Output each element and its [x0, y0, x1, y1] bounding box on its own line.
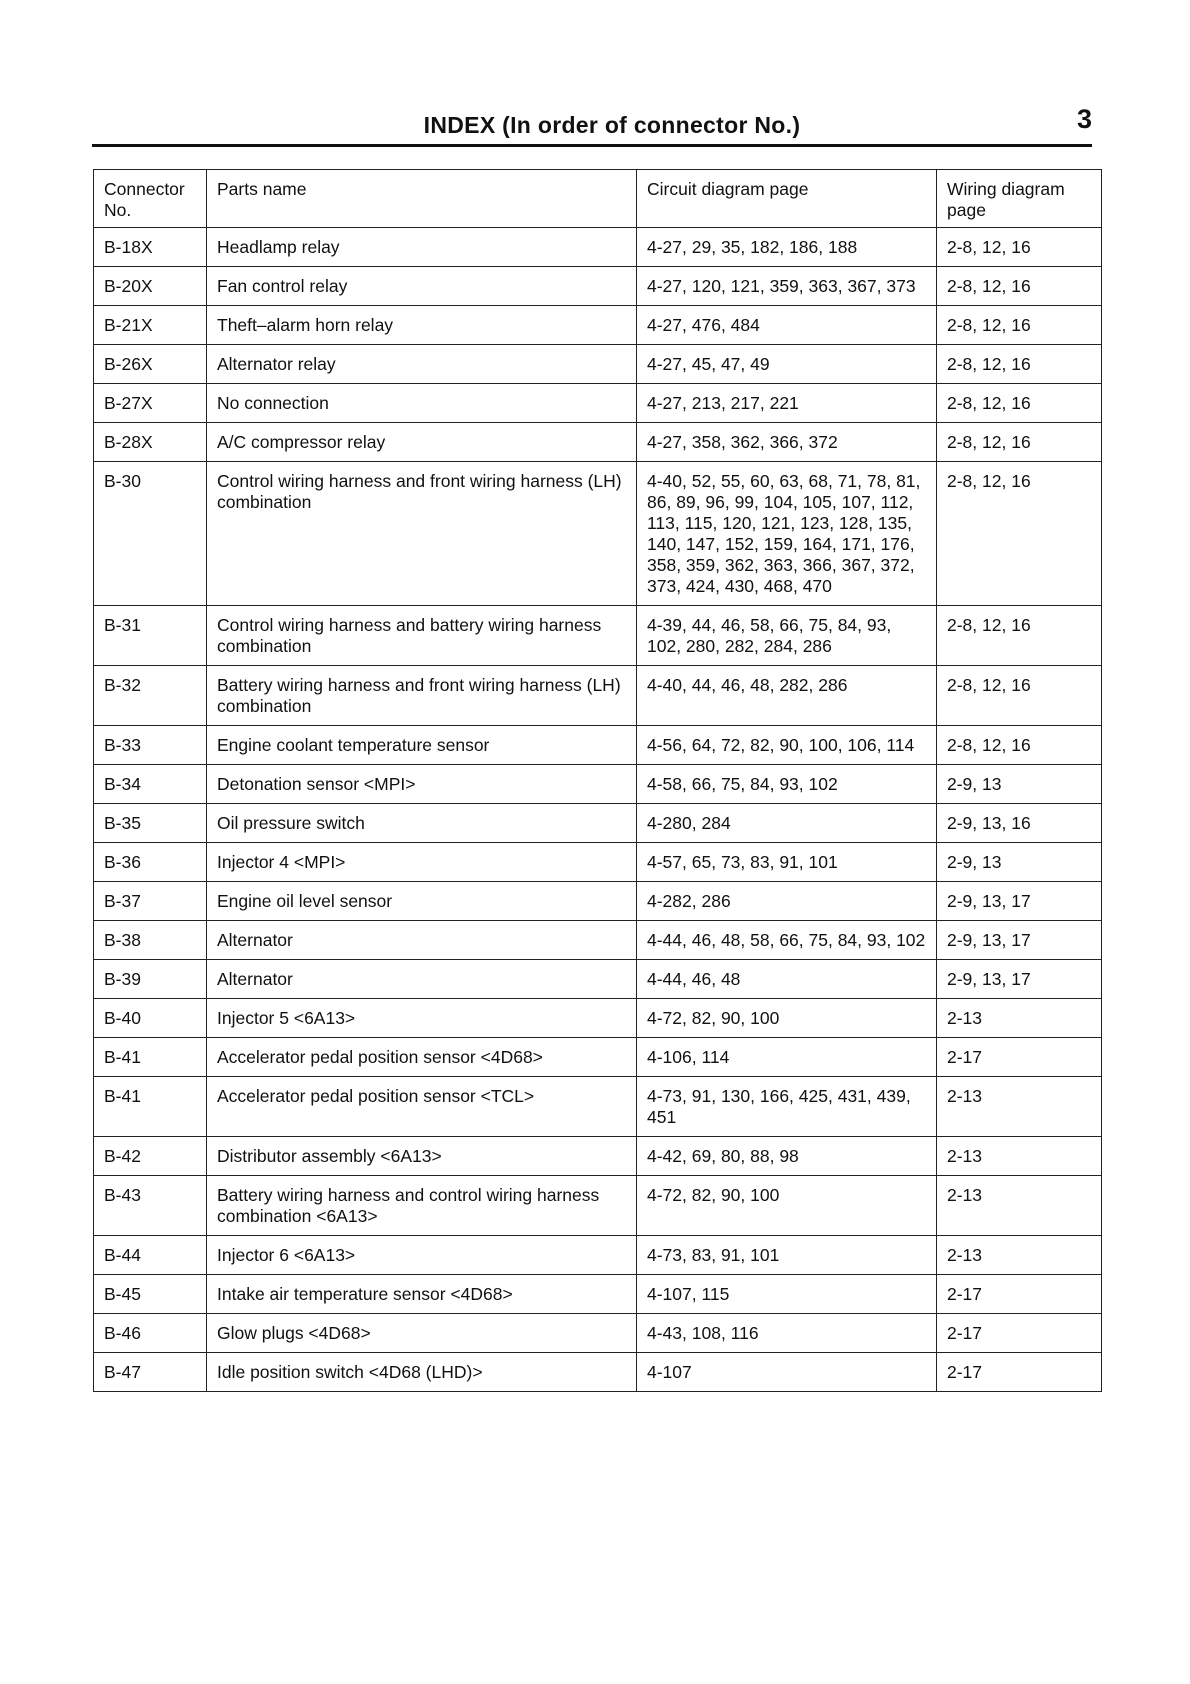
cell-circuit-diagram-page: 4-282, 286: [637, 882, 937, 921]
cell-connector-no: B-37: [94, 882, 207, 921]
cell-wiring-diagram-page: 2-8, 12, 16: [937, 384, 1102, 423]
cell-parts-name: Alternator: [207, 960, 637, 999]
cell-connector-no: B-34: [94, 765, 207, 804]
table-row: [94, 1275, 1102, 1314]
header-rule: [92, 144, 1092, 147]
cell-wiring-diagram-page: 2-8, 12, 16: [937, 228, 1102, 267]
cell-circuit-diagram-page: 4-27, 358, 362, 366, 372: [637, 423, 937, 462]
table-row: [94, 1314, 1102, 1353]
table-row: [94, 228, 1102, 267]
cell-circuit-diagram-page: 4-72, 82, 90, 100: [637, 999, 937, 1038]
cell-connector-no: B-20X: [94, 267, 207, 306]
cell-circuit-diagram-page: 4-280, 284: [637, 804, 937, 843]
cell-wiring-diagram-page: 2-13: [937, 1137, 1102, 1176]
cell-parts-name: Oil pressure switch: [207, 804, 637, 843]
cell-circuit-diagram-page: 4-27, 29, 35, 182, 186, 188: [637, 228, 937, 267]
table-row: [94, 765, 1102, 804]
table-header-row: [94, 170, 1102, 228]
cell-wiring-diagram-page: 2-17: [937, 1038, 1102, 1077]
cell-connector-no: B-27X: [94, 384, 207, 423]
table-row: [94, 804, 1102, 843]
header-circuit-diagram-page: Circuit diagram page: [637, 170, 937, 228]
cell-wiring-diagram-page: 2-8, 12, 16: [937, 666, 1102, 726]
cell-parts-name: Control wiring harness and front wiring harness (LH) combination: [207, 462, 637, 606]
cell-connector-no: B-43: [94, 1176, 207, 1236]
cell-connector-no: B-26X: [94, 345, 207, 384]
cell-parts-name: Battery wiring harness and control wiring harness combination <6A13>: [207, 1176, 637, 1236]
cell-connector-no: B-31: [94, 606, 207, 666]
cell-circuit-diagram-page: 4-107: [637, 1353, 937, 1392]
table-row: [94, 843, 1102, 882]
cell-wiring-diagram-page: 2-17: [937, 1275, 1102, 1314]
header-wiring-diagram-page: Wiring diagram page: [937, 170, 1102, 228]
cell-circuit-diagram-page: 4-106, 114: [637, 1038, 937, 1077]
table-row: [94, 423, 1102, 462]
cell-connector-no: B-18X: [94, 228, 207, 267]
cell-wiring-diagram-page: 2-13: [937, 999, 1102, 1038]
cell-circuit-diagram-page: 4-44, 46, 48, 58, 66, 75, 84, 93, 102: [637, 921, 937, 960]
cell-parts-name: Alternator relay: [207, 345, 637, 384]
table-row: [94, 1236, 1102, 1275]
cell-wiring-diagram-page: 2-13: [937, 1236, 1102, 1275]
cell-parts-name: Control wiring harness and battery wiring harness combination: [207, 606, 637, 666]
cell-circuit-diagram-page: 4-27, 476, 484: [637, 306, 937, 345]
cell-wiring-diagram-page: 2-9, 13: [937, 765, 1102, 804]
table-row: [94, 1137, 1102, 1176]
table-row: [94, 1077, 1102, 1137]
page-number: 3: [1076, 104, 1092, 134]
cell-circuit-diagram-page: 4-73, 91, 130, 166, 425, 431, 439, 451: [637, 1077, 937, 1137]
header-connector-no: Connector No.: [94, 170, 207, 228]
cell-circuit-diagram-page: 4-72, 82, 90, 100: [637, 1176, 937, 1236]
cell-wiring-diagram-page: 2-9, 13, 17: [937, 960, 1102, 999]
cell-parts-name: Headlamp relay: [207, 228, 637, 267]
cell-parts-name: Engine oil level sensor: [207, 882, 637, 921]
table-row: [94, 1353, 1102, 1392]
cell-circuit-diagram-page: 4-44, 46, 48: [637, 960, 937, 999]
cell-circuit-diagram-page: 4-43, 108, 116: [637, 1314, 937, 1353]
cell-wiring-diagram-page: 2-9, 13, 16: [937, 804, 1102, 843]
cell-parts-name: Glow plugs <4D68>: [207, 1314, 637, 1353]
cell-parts-name: Injector 6 <6A13>: [207, 1236, 637, 1275]
table-row: [94, 726, 1102, 765]
cell-wiring-diagram-page: 2-8, 12, 16: [937, 345, 1102, 384]
cell-connector-no: B-42: [94, 1137, 207, 1176]
cell-connector-no: B-45: [94, 1275, 207, 1314]
table-row: [94, 606, 1102, 666]
table-row: [94, 462, 1102, 606]
cell-connector-no: B-47: [94, 1353, 207, 1392]
table-body: [94, 228, 1102, 1392]
table-row: [94, 1176, 1102, 1236]
cell-parts-name: Detonation sensor <MPI>: [207, 765, 637, 804]
cell-parts-name: Battery wiring harness and front wiring harness (LH) combination: [207, 666, 637, 726]
cell-wiring-diagram-page: 2-17: [937, 1314, 1102, 1353]
cell-connector-no: B-30: [94, 462, 207, 606]
table-row: [94, 267, 1102, 306]
cell-parts-name: Fan control relay: [207, 267, 637, 306]
cell-wiring-diagram-page: 2-8, 12, 16: [937, 267, 1102, 306]
cell-parts-name: Distributor assembly <6A13>: [207, 1137, 637, 1176]
cell-circuit-diagram-page: 4-107, 115: [637, 1275, 937, 1314]
cell-connector-no: B-44: [94, 1236, 207, 1275]
cell-circuit-diagram-page: 4-39, 44, 46, 58, 66, 75, 84, 93, 102, 280, 282, 284, 286: [637, 606, 937, 666]
header-parts-name: Parts name: [207, 170, 637, 228]
page-header: [92, 100, 1092, 144]
cell-parts-name: Theft–alarm horn relay: [207, 306, 637, 345]
table-row: [94, 345, 1102, 384]
cell-circuit-diagram-page: 4-27, 213, 217, 221: [637, 384, 937, 423]
cell-connector-no: B-32: [94, 666, 207, 726]
cell-connector-no: B-38: [94, 921, 207, 960]
cell-wiring-diagram-page: 2-8, 12, 16: [937, 606, 1102, 666]
cell-wiring-diagram-page: 2-13: [937, 1176, 1102, 1236]
cell-connector-no: B-41: [94, 1077, 207, 1137]
cell-parts-name: Alternator: [207, 921, 637, 960]
cell-parts-name: No connection: [207, 384, 637, 423]
cell-circuit-diagram-page: 4-40, 44, 46, 48, 282, 286: [637, 666, 937, 726]
table-row: [94, 666, 1102, 726]
cell-circuit-diagram-page: 4-57, 65, 73, 83, 91, 101: [637, 843, 937, 882]
cell-wiring-diagram-page: 2-9, 13, 17: [937, 921, 1102, 960]
table-row: [94, 999, 1102, 1038]
cell-parts-name: Engine coolant temperature sensor: [207, 726, 637, 765]
page-title: INDEX (In order of connector No.): [423, 112, 801, 138]
cell-wiring-diagram-page: 2-9, 13: [937, 843, 1102, 882]
cell-wiring-diagram-page: 2-17: [937, 1353, 1102, 1392]
cell-parts-name: Injector 5 <6A13>: [207, 999, 637, 1038]
table-row: [94, 306, 1102, 345]
cell-circuit-diagram-page: 4-27, 45, 47, 49: [637, 345, 937, 384]
cell-parts-name: A/C compressor relay: [207, 423, 637, 462]
cell-circuit-diagram-page: 4-40, 52, 55, 60, 63, 68, 71, 78, 81, 86, 89, 96, 99, 104, 105, 107, 112, 113, 115, 120, 121, 123, 128, 135, 140, 147, 152, 159, 164, 171, 176, 358, 359, 362, 363, 366, 367, 372, 373, 424, 430, 468, 470: [637, 462, 937, 606]
table-row: [94, 921, 1102, 960]
table-row: [94, 960, 1102, 999]
cell-wiring-diagram-page: 2-9, 13, 17: [937, 882, 1102, 921]
connector-index-table: [93, 169, 1102, 1392]
cell-connector-no: B-40: [94, 999, 207, 1038]
cell-circuit-diagram-page: 4-73, 83, 91, 101: [637, 1236, 937, 1275]
cell-circuit-diagram-page: 4-58, 66, 75, 84, 93, 102: [637, 765, 937, 804]
cell-wiring-diagram-page: 2-8, 12, 16: [937, 462, 1102, 606]
cell-wiring-diagram-page: 2-8, 12, 16: [937, 726, 1102, 765]
cell-connector-no: B-35: [94, 804, 207, 843]
table-row: [94, 882, 1102, 921]
table-row: [94, 1038, 1102, 1077]
cell-connector-no: B-21X: [94, 306, 207, 345]
cell-wiring-diagram-page: 2-8, 12, 16: [937, 306, 1102, 345]
cell-parts-name: Idle position switch <4D68 (LHD)>: [207, 1353, 637, 1392]
cell-parts-name: Intake air temperature sensor <4D68>: [207, 1275, 637, 1314]
cell-connector-no: B-33: [94, 726, 207, 765]
cell-circuit-diagram-page: 4-56, 64, 72, 82, 90, 100, 106, 114: [637, 726, 937, 765]
cell-connector-no: B-41: [94, 1038, 207, 1077]
cell-connector-no: B-39: [94, 960, 207, 999]
cell-circuit-diagram-page: 4-42, 69, 80, 88, 98: [637, 1137, 937, 1176]
cell-wiring-diagram-page: 2-13: [937, 1077, 1102, 1137]
table-row: [94, 384, 1102, 423]
cell-parts-name: Accelerator pedal position sensor <4D68>: [207, 1038, 637, 1077]
cell-connector-no: B-28X: [94, 423, 207, 462]
cell-wiring-diagram-page: 2-8, 12, 16: [937, 423, 1102, 462]
cell-connector-no: B-46: [94, 1314, 207, 1353]
cell-connector-no: B-36: [94, 843, 207, 882]
cell-circuit-diagram-page: 4-27, 120, 121, 359, 363, 367, 373: [637, 267, 937, 306]
cell-parts-name: Injector 4 <MPI>: [207, 843, 637, 882]
cell-parts-name: Accelerator pedal position sensor <TCL>: [207, 1077, 637, 1137]
